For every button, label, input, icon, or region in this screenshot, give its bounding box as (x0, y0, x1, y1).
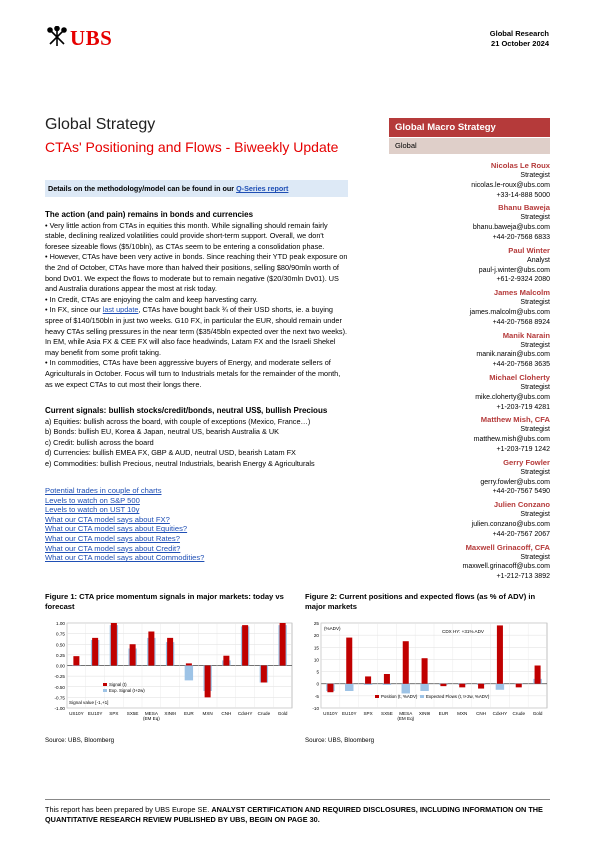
x-tick-label: Gold (532, 711, 543, 716)
x-tick-label: Crude (257, 711, 271, 716)
chart-annotation: Signal value [-1,+1] (69, 700, 109, 705)
signal-bar (280, 623, 286, 666)
sidebar-region: Global (389, 138, 550, 154)
y-tick-label: 0.25 (56, 652, 65, 658)
legend-label: Signal (t) (109, 682, 127, 687)
analyst-list (389, 160, 550, 584)
analyst-role: Strategist (520, 214, 550, 222)
y-tick-label: 25 (313, 621, 319, 626)
bullet-fx (45, 305, 348, 358)
x-tick-label: SPX (109, 711, 119, 716)
analyst-name: Nicolas Le Roux (490, 161, 550, 170)
y-tick-label: -0.50 (54, 684, 65, 690)
x-tick-label: CdxHY (237, 711, 253, 716)
analyst-role: Strategist (520, 426, 550, 434)
section-signals (45, 406, 365, 470)
signal-bar (92, 638, 98, 666)
methodology-box (45, 180, 348, 197)
analyst-email[interactable]: gerry.fowler@ubs.com (480, 478, 550, 486)
section-action (45, 210, 348, 390)
y-tick-label: 5 (316, 669, 319, 675)
legend-label: Position (t, %ADV) (381, 694, 418, 699)
analyst-email[interactable]: nicolas.le-roux@ubs.com (471, 181, 550, 189)
analyst-card (389, 499, 550, 539)
signal-item: b) Bonds: bullish EU, Korea & Japan, neutral US, bearish Australia & UK (45, 427, 280, 437)
analyst-role: Strategist (520, 172, 550, 179)
expected-bar (496, 684, 504, 690)
y-tick-label: 0.50 (56, 642, 65, 648)
y-tick-label: 1.00 (56, 621, 65, 626)
y-tick-label: -0.75 (54, 695, 65, 701)
figure1-title: Figure 1: CTA price momentum signals in major markets: today vs forecast (45, 592, 284, 611)
x-tick-label: EU10Y (87, 711, 103, 716)
analyst-role: Strategist (520, 383, 550, 391)
analyst-name: Gerry Fowler (503, 457, 550, 467)
y-tick-label: 15 (313, 645, 319, 651)
analyst-card (389, 160, 550, 200)
signal-item: c) Credit: bullish across the board (45, 437, 154, 447)
figure2-source: Source: UBS, Bloomberg (305, 737, 375, 744)
legend-swatch (420, 695, 424, 698)
analyst-phone: +44-20-7568 3635 (492, 361, 550, 369)
report-date: 21 October 2024 (491, 39, 549, 48)
brand-name: UBS (70, 26, 113, 50)
signal-item: e) Commodities: bullish Precious, neutral Industrials, bearish Energy & Agriculturals (45, 458, 315, 468)
analyst-phone: +1-212-713 3892 (496, 573, 550, 581)
analyst-name: James Malcolm (493, 288, 550, 298)
signal-bar (422, 658, 428, 684)
last-update-link[interactable]: last update (102, 305, 139, 315)
sidebar-header: Global Macro Strategy (389, 118, 550, 137)
y-tick-label: -10 (312, 706, 319, 711)
x-tick-label: SPX (363, 711, 373, 716)
x-tick-label: CNH (476, 711, 487, 716)
analyst-phone: +44-20-7568 8924 (492, 318, 550, 326)
expected-bar (72, 666, 80, 667)
analyst-name: Manik Narain (502, 330, 550, 340)
analyst-role: Strategist (520, 299, 550, 307)
analyst-email[interactable]: bhanu.baweja@ubs.com (472, 224, 550, 232)
analyst-name: Paul Winter (508, 245, 550, 255)
signal-bar (186, 663, 192, 665)
expected-bar (364, 684, 372, 685)
signal-bar (111, 623, 117, 666)
x-tick-label: Crude (512, 711, 526, 716)
expected-bar (345, 684, 353, 691)
signal-bar (167, 638, 173, 666)
signal-bar (459, 684, 465, 688)
analyst-phone: +33-14-888 5000 (496, 191, 550, 199)
analyst-phone: +44-20-7567 5490 (492, 488, 550, 496)
figure1-chart (45, 620, 295, 730)
signal-item: d) Currencies: bullish EMEA FX, GBP & AUD, neutral USD, bearish Latam FX (45, 448, 296, 458)
analyst-phone: +61-2-9324 2080 (496, 276, 550, 284)
signal-bar (130, 644, 136, 665)
link-item[interactable]: What our CTA model says about Credit? (45, 543, 181, 553)
signal-bar (403, 641, 409, 684)
analyst-card (389, 457, 550, 497)
link-item[interactable]: Potential trades in couple of charts (45, 486, 162, 495)
x-tick-label: CNH (221, 711, 232, 716)
link-item[interactable]: Levels to watch on UST 10y (45, 505, 140, 515)
signal-bar (365, 676, 371, 683)
signal-bar (327, 684, 333, 693)
link-item[interactable]: What our CTA model says about FX? (45, 514, 170, 524)
x-tick-label: XIN9I (418, 711, 431, 716)
analyst-role: Strategist (520, 553, 550, 561)
keys-icon (46, 26, 68, 48)
legend-swatch (103, 683, 107, 686)
footer-text: This report has been prepared by UBS Europe SE. (45, 805, 212, 814)
analyst-role: Strategist (520, 341, 550, 349)
analyst-email[interactable]: julien.conzano@ubs.com (471, 520, 550, 528)
signal-bar (223, 656, 229, 666)
expected-bar (402, 684, 410, 694)
expected-bar (185, 666, 193, 681)
y-tick-label: -1.00 (54, 706, 65, 711)
legend-swatch (375, 695, 379, 698)
x-tick-label: CdxHY (492, 711, 508, 716)
analyst-role: Analyst (527, 256, 550, 264)
x-tick-label: SX5E (126, 711, 139, 716)
figure1-source: Source: UBS, Bloomberg (45, 737, 115, 744)
analyst-role: Strategist (520, 511, 550, 519)
analyst-email[interactable]: mike.cloherty@ubs.com (475, 393, 550, 401)
page-title: Global Strategy (45, 116, 156, 133)
disclaimer-footer (45, 799, 550, 825)
analyst-name: Michael Cloherty (489, 372, 550, 382)
analyst-name: Maxwell Grinacoff, CFA (465, 542, 550, 552)
analyst-card (389, 245, 550, 285)
y-tick-label: 20 (313, 633, 319, 639)
section-heading: The action (and pain) remains in bonds and currencies (45, 210, 254, 219)
analyst-card (389, 542, 550, 582)
y-tick-label: 0.75 (56, 631, 65, 637)
expected-bar (383, 684, 391, 685)
ubs-logo (46, 26, 136, 50)
x-tick-label: XIN9I (164, 711, 176, 716)
x-tick-label: EUR (184, 711, 194, 716)
x-tick-label: MESA (399, 711, 413, 716)
signal-bar (261, 666, 267, 683)
x-tick-label: EU10Y (341, 711, 357, 716)
links-list (45, 486, 204, 563)
y-tick-label: -5 (314, 693, 319, 699)
analyst-card (389, 202, 550, 242)
analyst-email[interactable]: paul-j.winter@ubs.com (478, 266, 550, 274)
signal-bar (440, 684, 446, 686)
analyst-name: Matthew Mish, CFA (480, 415, 550, 425)
signal-bar (516, 684, 522, 688)
signal-bar (73, 656, 79, 665)
analyst-name: Bhanu Baweja (498, 203, 550, 213)
bullet-fx-pre: • In FX, since our (45, 305, 103, 315)
analyst-email[interactable]: maxwell.grinacoff@ubs.com (462, 563, 550, 571)
analyst-email[interactable]: matthew.mish@ubs.com (473, 436, 550, 444)
signal-bar (148, 632, 154, 666)
signal-bar (535, 666, 541, 684)
analyst-phone: +1-203-719 1242 (496, 445, 550, 453)
x-tick-label: MXN (202, 711, 213, 716)
link-item[interactable]: Levels to watch on S&P 500 (45, 495, 140, 505)
signal-bar (346, 638, 352, 684)
x-tick-label: Gold (277, 711, 288, 716)
y-axis-label: (%ADV) (324, 626, 341, 631)
q-series-link[interactable]: Q-Series report (236, 184, 289, 193)
legend-swatch (103, 689, 107, 692)
analyst-card (389, 287, 550, 327)
signal-item: a) Equities: bullish across the board, with couple of exceptions (Mexico, France…) (45, 416, 311, 426)
y-tick-label: -0.25 (54, 674, 65, 680)
footer-disclosure: ANALYST CERTIFICATION AND REQUIRED DISCLOSURES, INCLUDING INFORMATION ON THE QUANTITATIVE RESEARCH REVIEW PUBLISHED BY UBS, BEGIN ON PAGE 30. (45, 805, 543, 824)
bullet-credit: • In Credit, CTAs are enjoying the calm and keep harvesting carry. (45, 294, 258, 304)
y-tick-label: 10 (313, 657, 319, 663)
bullet-fx-post: , CTAs have bought back ¾ of their USD shorts, ie. a buying spree of $140/150bln in just two weeks. G10 FX, in particular the EUR, should remain under heavy CTAs selling pressures in the near term ($35/45bln expected over the next two weeks). In EM, while Asia FX & CEE FX will also face headwinds, Latam FX and the Israeli Shekel may benefit from some profit taking. (45, 305, 348, 357)
analyst-email[interactable]: manik.narain@ubs.com (476, 351, 550, 359)
x-tick-label: SX5E (381, 711, 393, 716)
analyst-card (389, 330, 550, 370)
legend-label: Exp. Signal (t+2w) (109, 688, 145, 693)
x-tick-label: MXN (457, 711, 468, 716)
expected-bar (420, 684, 428, 691)
signal-bar (384, 674, 390, 684)
page-subtitle: CTAs' Positioning and Flows - Biweekly Update (45, 139, 339, 155)
signal-bar (242, 625, 248, 665)
analyst-phone: +1-203-719 4281 (496, 403, 550, 411)
link-item[interactable]: What our CTA model says about Equities? (45, 524, 188, 534)
analyst-name: Julien Conzano (493, 500, 550, 510)
signal-bar (497, 625, 503, 683)
figure2-chart (305, 620, 550, 730)
x-tick-label: US10Y (323, 711, 338, 716)
x-tick-label: (EM Eq) (397, 716, 415, 721)
analyst-card (389, 372, 550, 412)
x-tick-label: (EM Eq) (142, 716, 160, 721)
link-item[interactable]: What our CTA model says about Commodities? (45, 553, 205, 563)
bullet-commodities: • In commodities, CTAs have been aggressive buyers of Energy, and moderate sellers of Agriculturals in October. Focus will turn to Industrials metals for the remainder of the month, as we expect CTAs to cut most their longs there. (45, 358, 341, 389)
signal-bar (478, 684, 484, 689)
research-label: Global Research (489, 29, 549, 38)
y-tick-label: 0.00 (56, 663, 65, 669)
figure2-title: Figure 2: Current positions and expected flows (as % of ADV) in major markets (305, 592, 536, 611)
bullet-equities: • Very little action from CTAs in equities this month. While signalling should remain fairly stable, declining realized volatilities could provide short-term support. Overall, we don't foresee sizeable flows ($5/10bln), as CTAs seem to be entering a consolidation phase. (45, 220, 328, 251)
analyst-phone: +44-20-7568 6833 (492, 233, 550, 241)
link-item[interactable]: What our CTA model says about Rates? (45, 533, 180, 543)
analyst-role: Strategist (520, 468, 550, 476)
header-meta (490, 29, 549, 49)
signal-bar (205, 666, 211, 698)
methodology-text: Details on the methodology/model can be found in our (48, 184, 237, 193)
y-tick-label: 0 (316, 681, 319, 687)
x-tick-label: EUR (438, 711, 449, 716)
analyst-card (389, 414, 550, 454)
chart-annotation: CDX HY: +31% ADV (442, 629, 485, 634)
x-tick-label: MESA (144, 711, 158, 716)
bullet-bonds: • However, CTAs have been very active in bonds. Since reaching their YTD peak exposure on the 2nd of October, CTAs have more than halved their positions, selling $80/90mln worth of bond Dv01. We expect the flows to moderate but to remain negative ($20/30mln Dv01). US and Australia durations appear the most at risk today. (45, 252, 348, 294)
x-tick-label: US10Y (69, 711, 84, 716)
legend-label: Expected Flows (t, t+2w, %ADV) (426, 694, 490, 699)
analyst-phone: +44-20-7567 2067 (492, 530, 550, 538)
analyst-email[interactable]: james.malcolm@ubs.com (469, 308, 550, 316)
section-heading: Current signals: bullish stocks/credit/bonds, neutral US$, bullish Precious (45, 406, 328, 415)
